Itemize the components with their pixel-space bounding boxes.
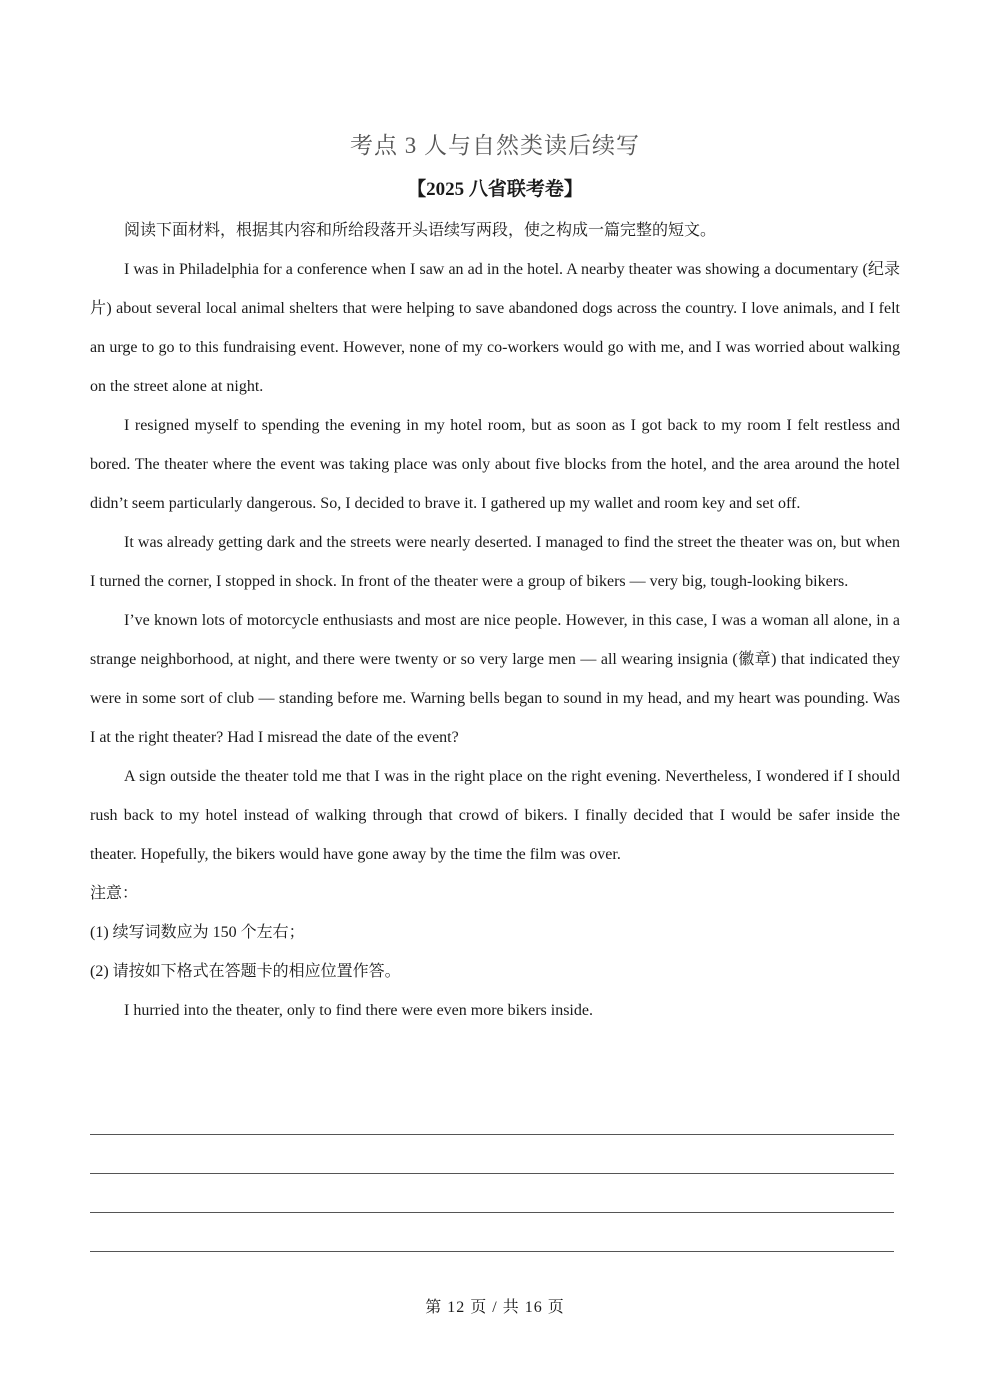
answer-line xyxy=(90,1173,894,1174)
page-title: 考点 3 人与自然类读后续写 xyxy=(350,133,640,158)
note-item: (2) 请按如下格式在答题卡的相应位置作答。 xyxy=(90,963,401,980)
notes-heading: 注意： xyxy=(90,885,139,902)
document-page xyxy=(90,0,900,1400)
answer-line xyxy=(90,1251,894,1252)
story-paragraph: I was in Philadelphia for a conference when I saw an ad in the hotel. A nearby theater was showing a documentary (纪录片) about several local animal shelters that were helping to save abandoned dogs across the country. I love animals, and I felt an urge to go to this fundraising event. However, none of my co-workers would go with me, and I was worried about walking on the street alone at night. xyxy=(90,261,901,395)
exam-source-subtitle: 【2025 八省联考卷】 xyxy=(407,179,583,200)
note-item: (1) 续写词数应为 150 个左右； xyxy=(90,924,305,941)
story-paragraph: It was already getting dark and the streets were nearly deserted. I managed to find the street the theater was on, but when I turned the corner, I stopped in shock. In front of the theater were a group of bikers — very big, tough-looking bikers. xyxy=(90,534,900,590)
page-number-footer: 第 12 页 / 共 16 页 xyxy=(425,1299,565,1316)
answer-lines xyxy=(90,1134,894,1290)
document-body xyxy=(90,211,900,1030)
story-paragraph: I resigned myself to spending the evening in my hotel room, but as soon as I got back to my room I felt restless and bored. The theater where the event was taking place was only about five blocks from the hotel, and the area around the hotel didn’t seem particularly dangerous. So, I decided to brave it. I gathered up my wallet and room key and set off. xyxy=(90,417,900,512)
answer-line xyxy=(90,1134,894,1135)
continuation-opening-sentence: I hurried into the theater, only to find there were even more bikers inside. xyxy=(124,1002,593,1019)
instruction-text: 阅读下面材料，根据其内容和所给段落开头语续写两段，使之构成一篇完整的短文。 xyxy=(124,222,717,239)
answer-line xyxy=(90,1212,894,1213)
story-paragraph: A sign outside the theater told me that I was in the right place on the right evening. Nevertheless, I wondered if I should rush back to my hotel instead of walking through that crowd of bikers. I finally decided that I would be safer inside the theater. Hopefully, the bikers would have gone away by the time the film was over. xyxy=(90,768,900,863)
story-paragraph: I’ve known lots of motorcycle enthusiasts and most are nice people. However, in this case, I was a woman all alone, in a strange neighborhood, at night, and there were twenty or so very large men — all wearing insignia (徽章) that indicated they were in some sort of club — standing before me. Warning bells began to sound in my head, and my heart was pounding. Was I at the right theater? Had I misread the date of the event? xyxy=(90,612,900,746)
